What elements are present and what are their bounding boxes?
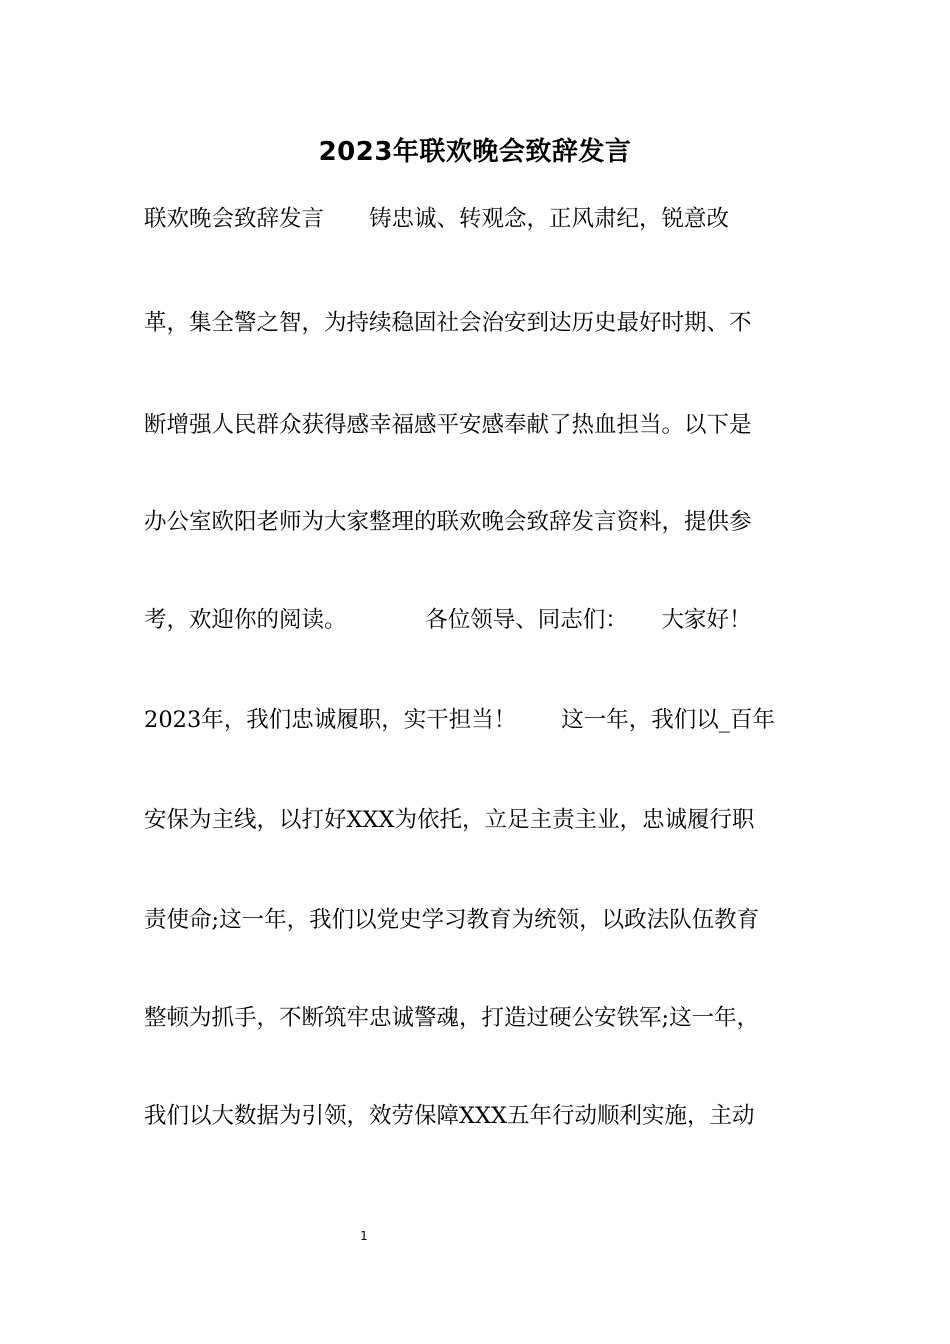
- body-line: 2023年，我们忠诚履职，实干担当！ 这一年，我们以_百年: [144, 707, 776, 733]
- body-line: 断增强人民群众获得感幸福感平安感奉献了热血担当。以下是: [144, 412, 752, 438]
- body-line: 安保为主线，以打好XXX为依托，立足主责主业，忠诚履行职: [144, 807, 755, 833]
- document-title: 2023年联欢晚会致辞发言: [318, 137, 632, 167]
- body-line: 联欢晚会致辞发言 铸忠诚、转观念，正风肃纪，锐意改: [144, 206, 730, 232]
- body-line: 考，欢迎你的阅读。 各位领导、同志们： 大家好！: [144, 607, 752, 633]
- body-line: 整顿为抓手，不断筑牢忠诚警魂，打造过硬公安铁军;这一年，: [144, 1005, 760, 1031]
- body-line: 责使命;这一年，我们以党史学习教育为统领，以政法队伍教育: [144, 907, 760, 933]
- body-line: 革，集全警之智，为持续稳固社会治安到达历史最好时期、不: [144, 310, 752, 336]
- page-number: 1: [360, 1229, 368, 1243]
- body-line: 办公室欧阳老师为大家整理的联欢晚会致辞发言资料，提供参: [144, 509, 752, 535]
- body-line: 我们以大数据为引领，效劳保障XXX五年行动顺利实施，主动: [144, 1103, 755, 1129]
